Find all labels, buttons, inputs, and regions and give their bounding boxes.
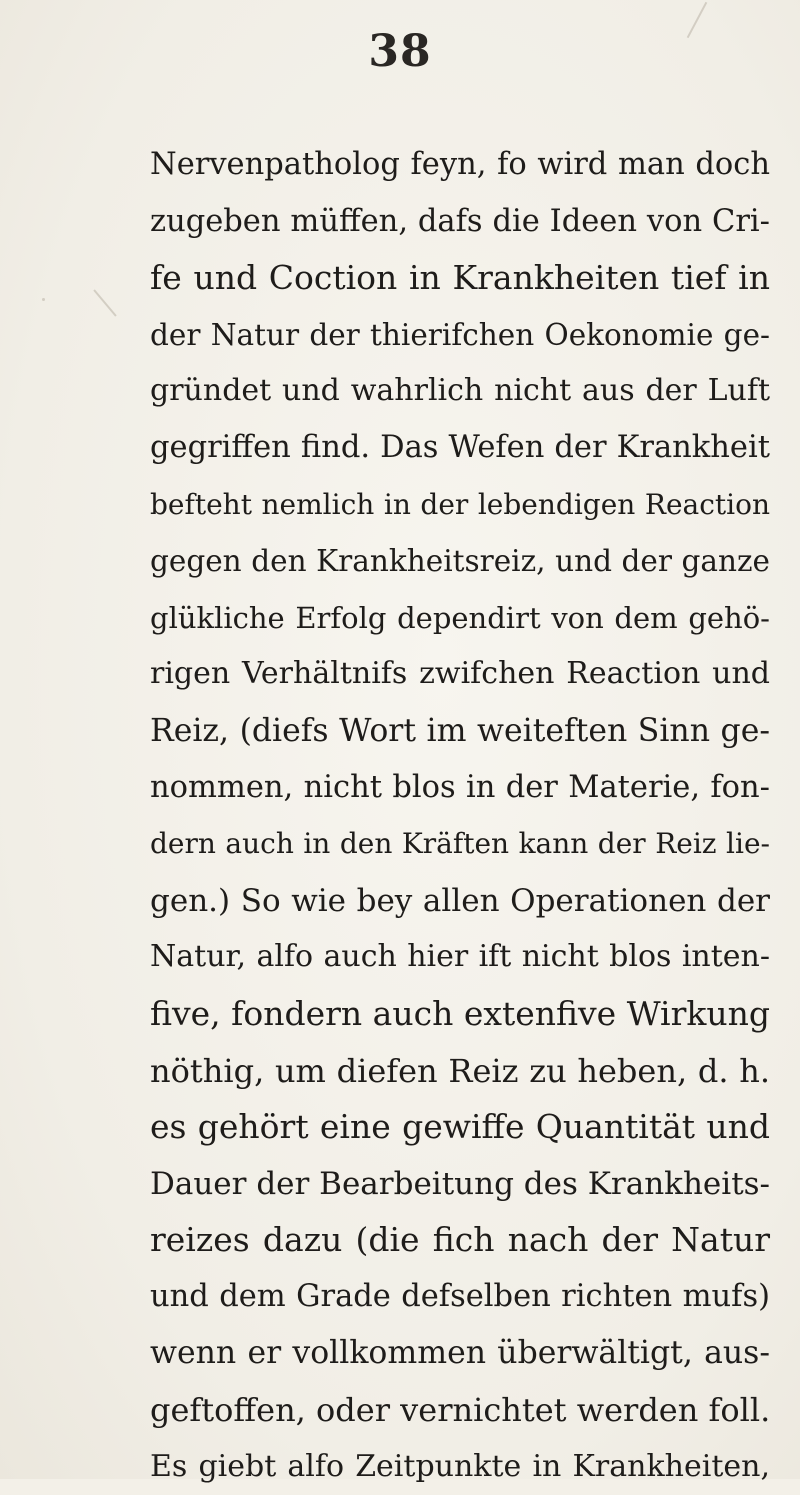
text-line: der Natur der thierifchen Oekonomie ge- — [150, 317, 770, 352]
text-line: wenn er vollkommen überwältigt, aus- — [150, 1335, 770, 1372]
text-line: fe und Coction in Krankheiten tief in — [150, 258, 770, 298]
text-line: glükliche Erfolg dependirt von dem gehö- — [150, 600, 770, 635]
text-line: zugeben müffen, dafs die Ideen von Cri- — [150, 203, 770, 239]
text-line: dern auch in den Kräften kann der Reiz lie- — [150, 827, 770, 861]
text-line: und dem Grade defselben richten mufs) — [150, 1278, 770, 1314]
body-text — [150, 137, 770, 1495]
text-line: Dauer der Bearbeitung des Krankheits- — [150, 1165, 771, 1202]
text-line: nöthig, um diefen Reiz zu heben, d. h. — [150, 1051, 770, 1090]
text-line: Natur, alfo auch hier ift nicht blos inten- — [150, 939, 770, 975]
text-line: gegriffen find. Das Wefen der Krankheit — [150, 429, 770, 465]
text-line: nommen, nicht blos in der Materie, fon- — [150, 769, 770, 805]
text-line: five, fondern auch extenfive Wirkung — [150, 993, 770, 1033]
text-line: gegen den Krankheitsreiz, und der ganze — [150, 544, 770, 579]
text-line: Es giebt alfo Zeitpunkte in Krankheiten, — [150, 1448, 770, 1484]
text-line: befteht nemlich in der lebendigen Reaction — [150, 487, 770, 521]
paper-mark — [93, 289, 116, 316]
text-line: geftoffen, oder vernichtet werden foll. — [150, 1391, 771, 1430]
text-line: Reiz, (diefs Wort im weiteften Sinn ge- — [150, 712, 770, 749]
text-line: gen.) So wie bey allen Operationen der — [150, 882, 770, 919]
text-line: reizes dazu (die fich nach der Natur — [150, 1220, 770, 1260]
text-line: gründet und wahrlich nicht aus der Luft — [150, 373, 770, 409]
page-number: 38 — [368, 26, 432, 77]
paper-mark — [42, 298, 45, 301]
text-line: Nervenpatholog feyn, fo wird man doch — [150, 147, 770, 182]
text-line: es gehört eine gewiffe Quantität und — [150, 1107, 770, 1147]
text-line: rigen Verhältnifs zwifchen Reaction und — [150, 656, 770, 692]
